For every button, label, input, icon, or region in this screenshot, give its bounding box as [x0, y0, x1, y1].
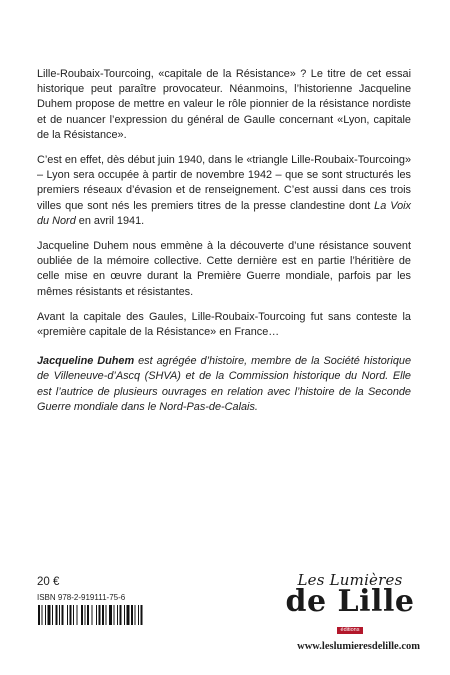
paragraph-discovery-text: Jacqueline Duhem nous emmène à la découverte d’une résistance souvent oubliée de la mémoire collective. Cette dernière est en partie l’héritière de celle mise en œuvre durant la Première Guerre mondiale, parfois par les mêmes résistants et résistantes. [37, 240, 411, 298]
back-cover-text [37, 67, 411, 425]
paragraph-conclusion [37, 310, 411, 340]
publisher-logo-line2: de Lille [285, 584, 415, 619]
isbn-number: ISBN 978-2-919111-75-6 [37, 593, 126, 602]
author-bio [37, 354, 411, 415]
publisher-logo [280, 572, 420, 637]
paragraph-conclusion-text: Avant la capitale des Gaules, Lille-Roubaix-Tourcoing fut sans conteste la «première capitale de la Résistance» en France… [37, 310, 411, 339]
paragraph-history-end: en avril 1941. [75, 214, 145, 227]
price: 20 € [37, 576, 60, 588]
author-bio-text: est agrégée d’histoire, membre de la Société historique de Villeneuve-d’Ascq (SHVA) et de la Commission historique du Nord. Elle est l’autrice de plusieurs ouvrages en relation avec l’histoire de la Seconde Guerre mondiale dans le Nord-Pas-de-Calais. [37, 355, 412, 413]
barcode-icon [37, 605, 187, 625]
publisher-logo-line1: Les Lumières [297, 571, 403, 589]
newspaper-title: La Voix du Nord [37, 199, 411, 227]
paragraph-history [37, 153, 411, 229]
paragraph-intro [37, 67, 411, 143]
author-name: Jacqueline Duhem [37, 355, 135, 368]
paragraph-history-text: C’est en effet, dès début juin 1940, dans le «triangle Lille-Roubaix-Tourcoing» – Lyon sera occupée à partir de novembre 1942 – que se sont structurés les premiers réseaux d’évasion et de renseignement. C’est aussi dans ces trois villes que sont nés les premiers titres de la presse clandestine dont [37, 154, 411, 212]
publisher-website: www.leslumieresdelille.com [297, 641, 420, 652]
publisher-badge: éditions [337, 627, 364, 634]
paragraph-discovery [37, 239, 411, 300]
paragraph-intro-text: Lille-Roubaix-Tourcoing, «capitale de la Résistance» ? Le titre de cet essai historique peut paraître provocateur. Néanmoins, l’historienne Jacqueline Duhem propose de mettre en valeur le rôle pionnier de la résistance nordiste et de nuancer l’expression du général de Gaulle concernant «Lyon, capitale de la Résistance». [37, 68, 411, 141]
isbn-block [37, 593, 187, 625]
